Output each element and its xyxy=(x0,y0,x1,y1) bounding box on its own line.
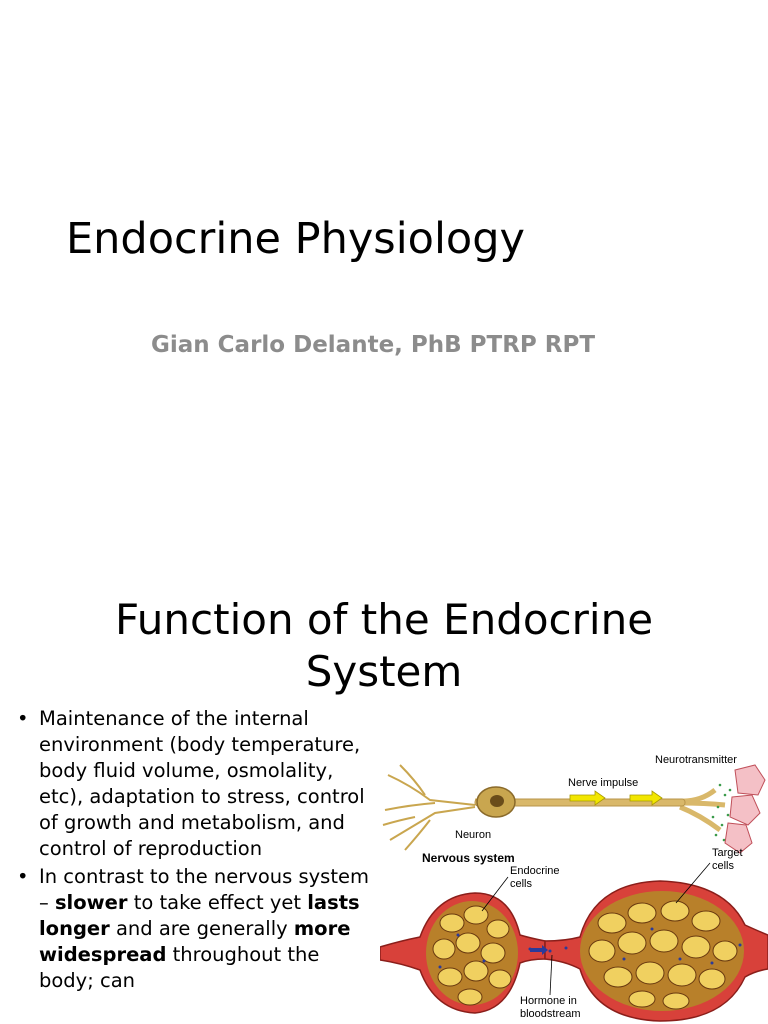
nervous-endocrine-diagram xyxy=(380,745,768,1024)
label-nerve-impulse: Nerve impulse xyxy=(568,777,639,789)
bullet-text-2d: throughout the body; can xyxy=(39,943,320,992)
bullet-list xyxy=(15,706,375,996)
label-endocrine-cells-1: Endocrine xyxy=(510,865,560,877)
bullet-bold-more-widespread: more widespread xyxy=(39,917,351,966)
leader-hormone xyxy=(550,955,552,995)
bullet-item-1 xyxy=(15,706,375,862)
bullet-item-2 xyxy=(15,864,375,994)
content-slide xyxy=(0,560,768,1024)
neuron-nucleus xyxy=(490,795,504,807)
label-nervous-system: Nervous system xyxy=(422,851,515,865)
bullet-bold-slower: slower xyxy=(54,891,128,914)
label-endocrine-cells-2: cells xyxy=(510,878,533,890)
label-neurotransmitter: Neurotransmitter xyxy=(655,754,737,766)
bullet-text-2c: and are generally xyxy=(109,917,294,940)
bullet-text-2b: to take effect yet xyxy=(127,891,308,914)
label-target-cells-2: cells xyxy=(712,860,735,872)
slide-heading-line2: System xyxy=(305,647,463,696)
bullet-text-1: Maintenance of the internal environment (body temperature, body fluid volume, osmolality, etc), adaptation to stress, control of growth and metabolism, and control of reproduction xyxy=(39,707,365,860)
slide-title: Endocrine Physiology xyxy=(66,214,525,264)
bullet-text-2a: In contrast to the nervous system – xyxy=(39,865,369,914)
bullet-bold-lasts-longer: lasts longer xyxy=(39,891,360,940)
slide-author: Gian Carlo Delante, PhB PTRP RPT xyxy=(151,332,596,358)
label-hormone-1: Hormone in xyxy=(520,995,577,1007)
label-target-cells-1: Target xyxy=(712,847,743,859)
label-hormone-2: bloodstream xyxy=(520,1008,581,1020)
slide-heading xyxy=(0,594,768,698)
slide-heading-line1: Function of the Endocrine xyxy=(114,595,654,644)
neuron-target-cells xyxy=(725,765,765,853)
label-neuron: Neuron xyxy=(455,829,492,841)
